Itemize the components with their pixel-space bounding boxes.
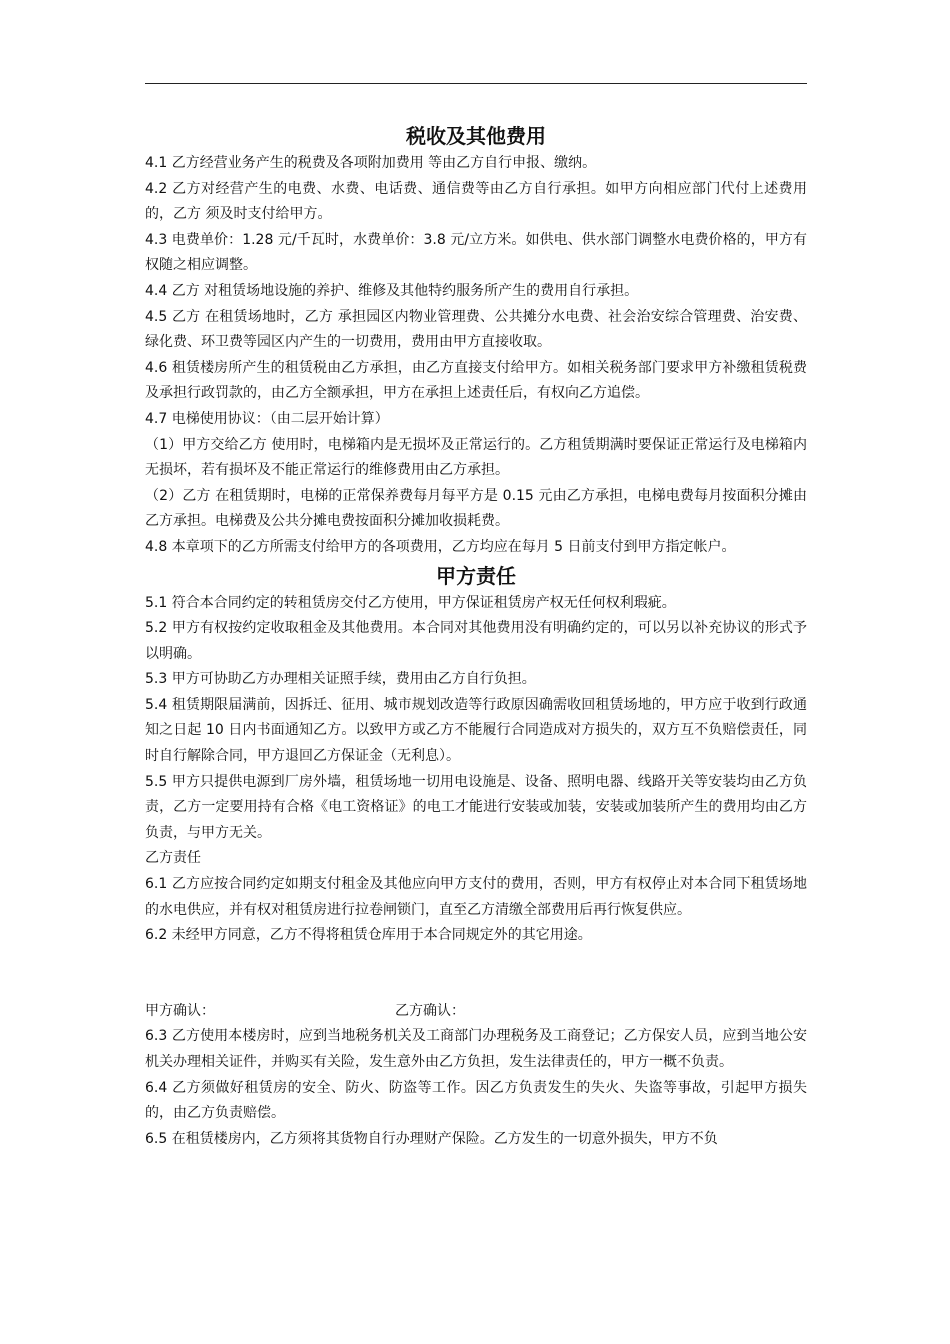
clause-5-5: 5.5 甲方只提供电源到厂房外墙，租赁场地一切用电设施是、设备、照明电器、线路开关等安装均由乙方负责，乙方一定要用持有合格《电工资格证》的电工才能进行安装或加装，安装或加装所产生的费用均由乙方负责，与甲方无关。 bbox=[145, 773, 807, 841]
clause-4-3: 4.3 电费单价：1.28 元/千瓦时，水费单价：3.8 元/立方米。如供电、供水部门调整水电费价格的，甲方有权随之相应调整。 bbox=[145, 231, 807, 274]
clause-4-7-1: （1）甲方交给乙方 使用时，电梯箱内是无损坏及正常运行的。乙方租赁期满时要保证正常运行及电梯箱内无损坏，若有损坏及不能正常运行的维修费用由乙方承担。 bbox=[145, 436, 807, 479]
header-rule bbox=[145, 83, 807, 84]
clause-4-6: 4.6 租赁楼房所产生的租赁税由乙方承担，由乙方直接支付给甲方。如相关税务部门要求甲方补缴租赁税费及承担行政罚款的，由乙方全额承担，甲方在承担上述责任后，有权向乙方追偿。 bbox=[145, 359, 807, 402]
signature-line bbox=[145, 999, 807, 1025]
clause-6-4: 6.4 乙方须做好租赁房的安全、防火、防盗等工作。因乙方负责发生的失火、失盗等事故，引起甲方损失的，由乙方负责赔偿。 bbox=[145, 1079, 807, 1122]
clause-5-3: 5.3 甲方可协助乙方办理相关证照手续，费用由乙方自行负担。 bbox=[145, 671, 536, 688]
clause-5-4: 5.4 租赁期限届满前，因拆迁、征用、城市规划改造等行政原因确需收回租赁场地的，甲方应于收到行政通知之日起 10 日内书面通知乙方。以致甲方或乙方不能履行合同造成对方损失的，双方互不负赔偿责任，同时自行解除合同，甲方退回乙方保证金（无利息）。 bbox=[145, 696, 807, 765]
clause-4-4: 4.4 乙方 对租赁场地设施的养护、维修及其他特约服务所产生的费用自行承担。 bbox=[145, 282, 639, 299]
clause-6-2: 6.2 未经甲方同意，乙方不得将租赁仓库用于本合同规定外的其它用途。 bbox=[145, 927, 592, 944]
clause-4-1: 4.1 乙方经营业务产生的税费及各项附加费用 等由乙方自行申报、缴纳。 bbox=[145, 155, 597, 171]
clause-4-8: 4.8 本章项下的乙方所需支付给甲方的各项费用，乙方均应在每月 5 日前支付到甲方指定帐户。 bbox=[145, 538, 736, 555]
clause-4-2: 4.2 乙方对经营产生的电费、水费、电话费、通信费等由乙方自行承担。如甲方向相应部门代付上述费用的，乙方 须及时支付给甲方。 bbox=[145, 180, 807, 223]
clause-6-3: 6.3 乙方使用本楼房时，应到当地税务机关及工商部门办理税务及工商登记；乙方保安人员，应到当地公安机关办理相关证件，并购买有关险，发生意外由乙方负担，发生法律责任的，甲方一概不负责。 bbox=[145, 1028, 807, 1070]
clause-5-1: 5.1 符合本合同约定的转租赁房交付乙方使用，甲方保证租赁房产权无任何权利瑕疵。 bbox=[145, 594, 676, 611]
document-body bbox=[145, 121, 807, 1152]
party-a-confirmation: 甲方确认： bbox=[145, 1002, 215, 1019]
clause-4-7: 4.7 电梯使用协议：（由二层开始计算） bbox=[145, 410, 389, 427]
clause-4-5: 4.5 乙方 在租赁场地时，乙方 承担园区内物业管理费、公共摊分水电费、社会治安综合管理费、治安费、绿化费、环卫费等园区内产生的一切费用，费用由甲方直接收取。 bbox=[145, 308, 807, 351]
clause-6-5: 6.5 在租赁楼房内，乙方须将其货物自行办理财产保险。乙方发生的一切意外损失，甲方不负 bbox=[145, 1130, 718, 1147]
section-heading-tax: 税收及其他费用 bbox=[406, 124, 546, 148]
clause-6-1: 6.1 乙方应按合同约定如期支付租金及其他应向甲方支付的费用，否则，甲方有权停止对本合同下租赁场地的水电供应，并有权对租赁房进行拉卷闸锁门，直至乙方清缴全部费用后再行恢复供应。 bbox=[145, 876, 807, 918]
section-heading-party-a: 甲方责任 bbox=[436, 563, 516, 588]
party-b-confirmation: 乙方确认： bbox=[395, 1002, 465, 1019]
clause-5-2: 5.2 甲方有权按约定收取租金及其他费用。本合同对其他费用没有明确约定的，可以另以补充协议的形式予以明确。 bbox=[145, 620, 807, 662]
section-heading-party-b: 乙方责任 bbox=[145, 850, 201, 867]
clause-4-7-2: （2）乙方 在租赁期时，电梯的正常保养费每月每平方是 0.15 元由乙方承担，电梯电费每月按面积分摊由乙方承担。电梯费及公共分摊电费按面积分摊加收损耗费。 bbox=[145, 487, 807, 530]
